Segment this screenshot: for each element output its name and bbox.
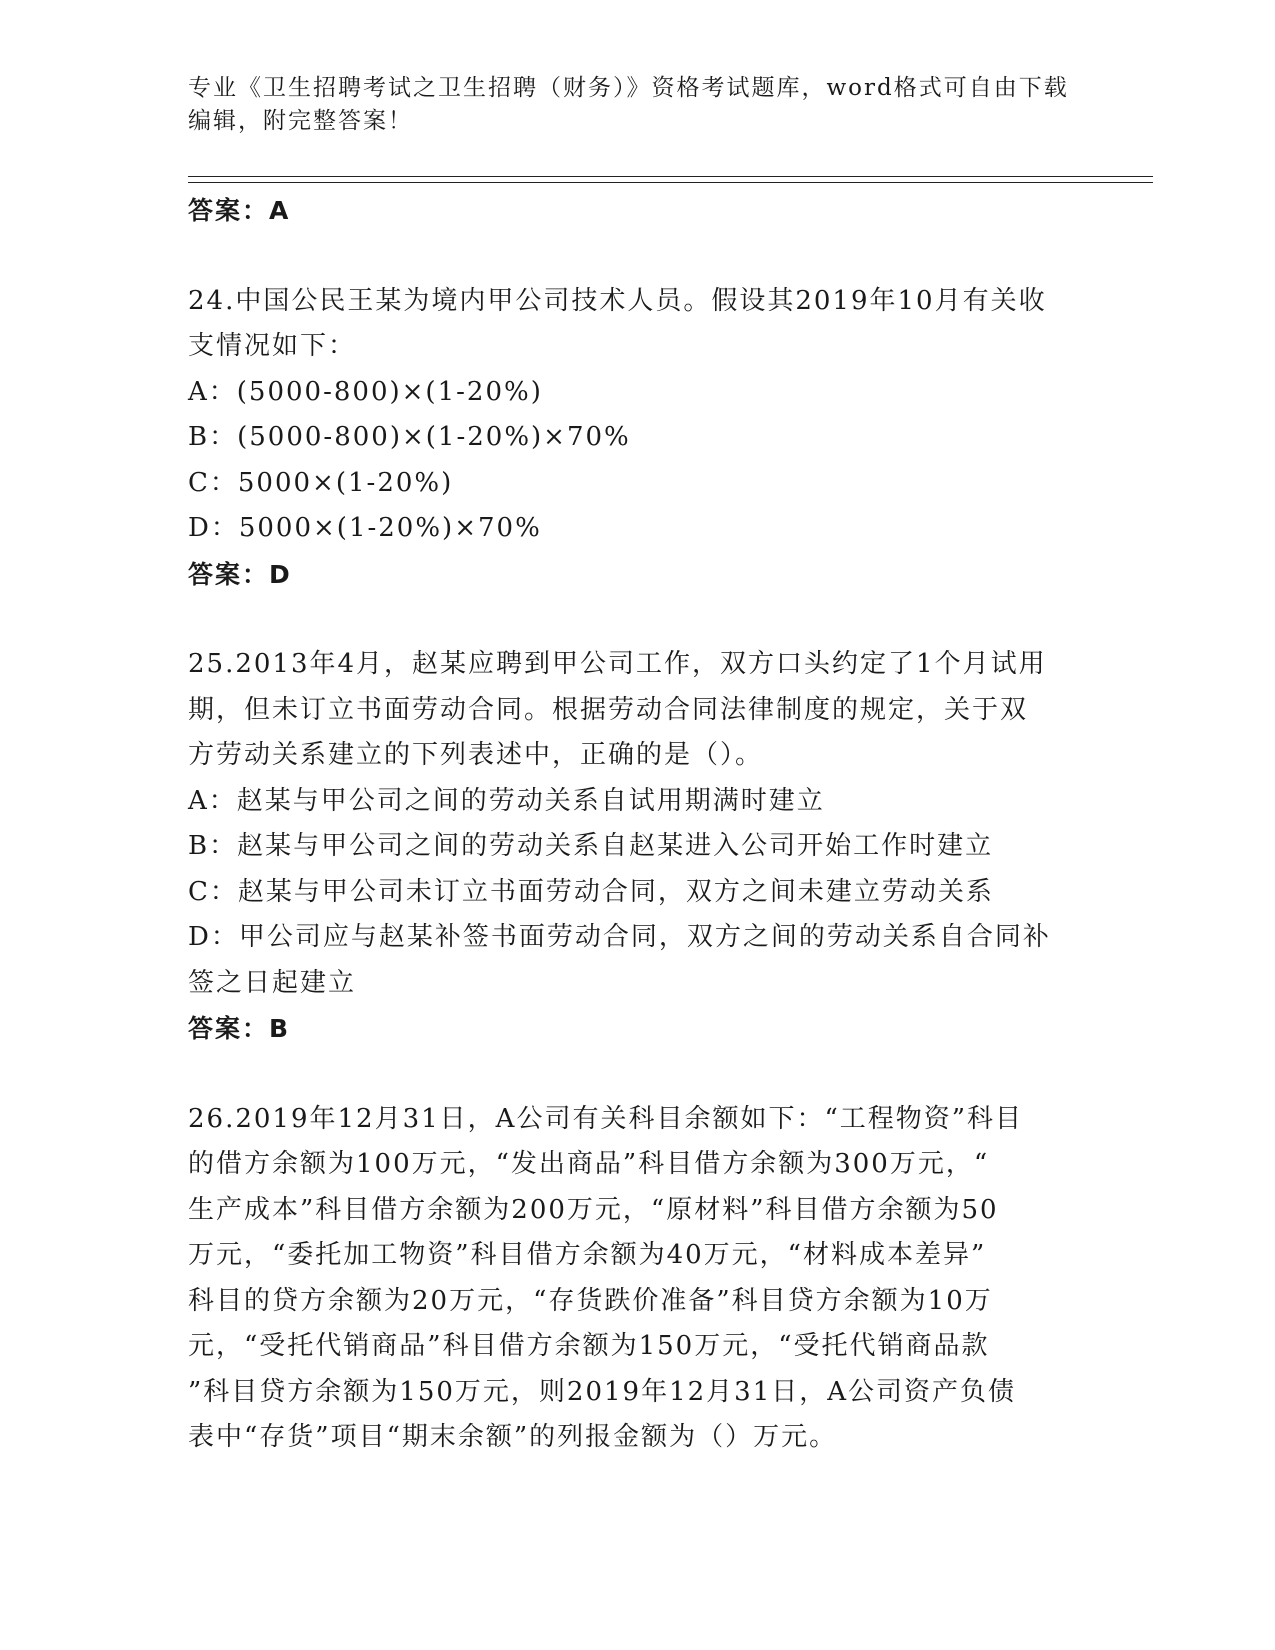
question-25 [188,642,1088,1052]
question-26-stem-line-8: 表中“存货”项目“期末余额”的列报金额为（）万元。 [188,1422,838,1452]
question-25-stem-line-3: 方劳动关系建立的下列表述中，正确的是（）。 [188,740,764,770]
question-25-stem-line-2: 期，但未订立书面劳动合同。根据劳动合同法律制度的规定，关于双 [188,694,1029,725]
header-divider-bottom [188,182,1153,183]
question-26-stem-line-7: ”科目贷方余额为150万元，则2019年12月31日，A公司资产负债 [188,1376,1017,1407]
question-26 [188,1097,1088,1461]
header-line-2: 编辑，附完整答案！ [188,108,413,134]
question-25-option-c: C：赵某与甲公司未订立书面劳动合同，双方之间未建立劳动关系 [188,876,994,907]
question-25-option-d-line-1: D：甲公司应与赵某补签书面劳动合同，双方之间的劳动关系自合同补 [188,922,1051,952]
question-26-stem-line-4: 万元，“委托加工物资”科目借方余额为40万元，“材料成本差异” [188,1240,987,1270]
answer-25: 答案：B [188,1014,291,1043]
question-24-option-c: C：5000×(1-20%) [188,467,454,498]
document-body [188,188,1088,1461]
question-24-option-a: A：(5000-800)×(1-20%) [188,376,543,407]
question-25-option-a: A：赵某与甲公司之间的劳动关系自试用期满时建立 [188,785,825,816]
question-24-option-d: D：5000×(1-20%)×70% [188,513,542,543]
header-divider-top [188,176,1153,177]
answer-23: 答案：A [188,196,291,225]
question-24-stem-line-1: 24.中国公民王某为境内甲公司技术人员。假设其2019年10月有关收 [188,285,1047,316]
page-header [188,72,1068,138]
question-24-stem-line-2: 支情况如下： [188,331,357,361]
spacer [188,597,1088,642]
question-26-stem-line-6: 元，“受托代销商品”科目借方余额为150万元，“受托代销商品款 [188,1331,990,1361]
answer-24: 答案：D [188,559,292,589]
question-25-option-d-line-2: 签之日起建立 [188,967,357,998]
question-25-stem-line-1: 25.2013年4月，赵某应聘到甲公司工作，双方口头约定了1个月试用 [188,649,1047,679]
question-24-option-b: B：(5000-800)×(1-20%)×70% [188,422,631,452]
question-24 [188,279,1088,598]
header-line-1: 专业《卫生招聘考试之卫生招聘（财务）》资格考试题库，word格式可自由下载 [188,75,1069,101]
question-26-stem-line-5: 科目的贷方余额为20万元，“存货跌价准备”科目贷方余额为10万 [188,1285,993,1316]
question-26-stem-line-2: 的借方余额为100万元，“发出商品”科目借方余额为300万元，“ [188,1149,990,1179]
question-26-stem-line-3: 生产成本”科目借方余额为200万元，“原材料”科目借方余额为50 [188,1194,999,1225]
question-26-stem-line-1: 26.2019年12月31日，A公司有关科目余额如下：“工程物资”科目 [188,1103,1024,1134]
spacer [188,234,1088,279]
question-23 [188,188,1088,234]
question-25-option-b: B：赵某与甲公司之间的劳动关系自赵某进入公司开始工作时建立 [188,831,994,861]
spacer [188,1052,1088,1097]
